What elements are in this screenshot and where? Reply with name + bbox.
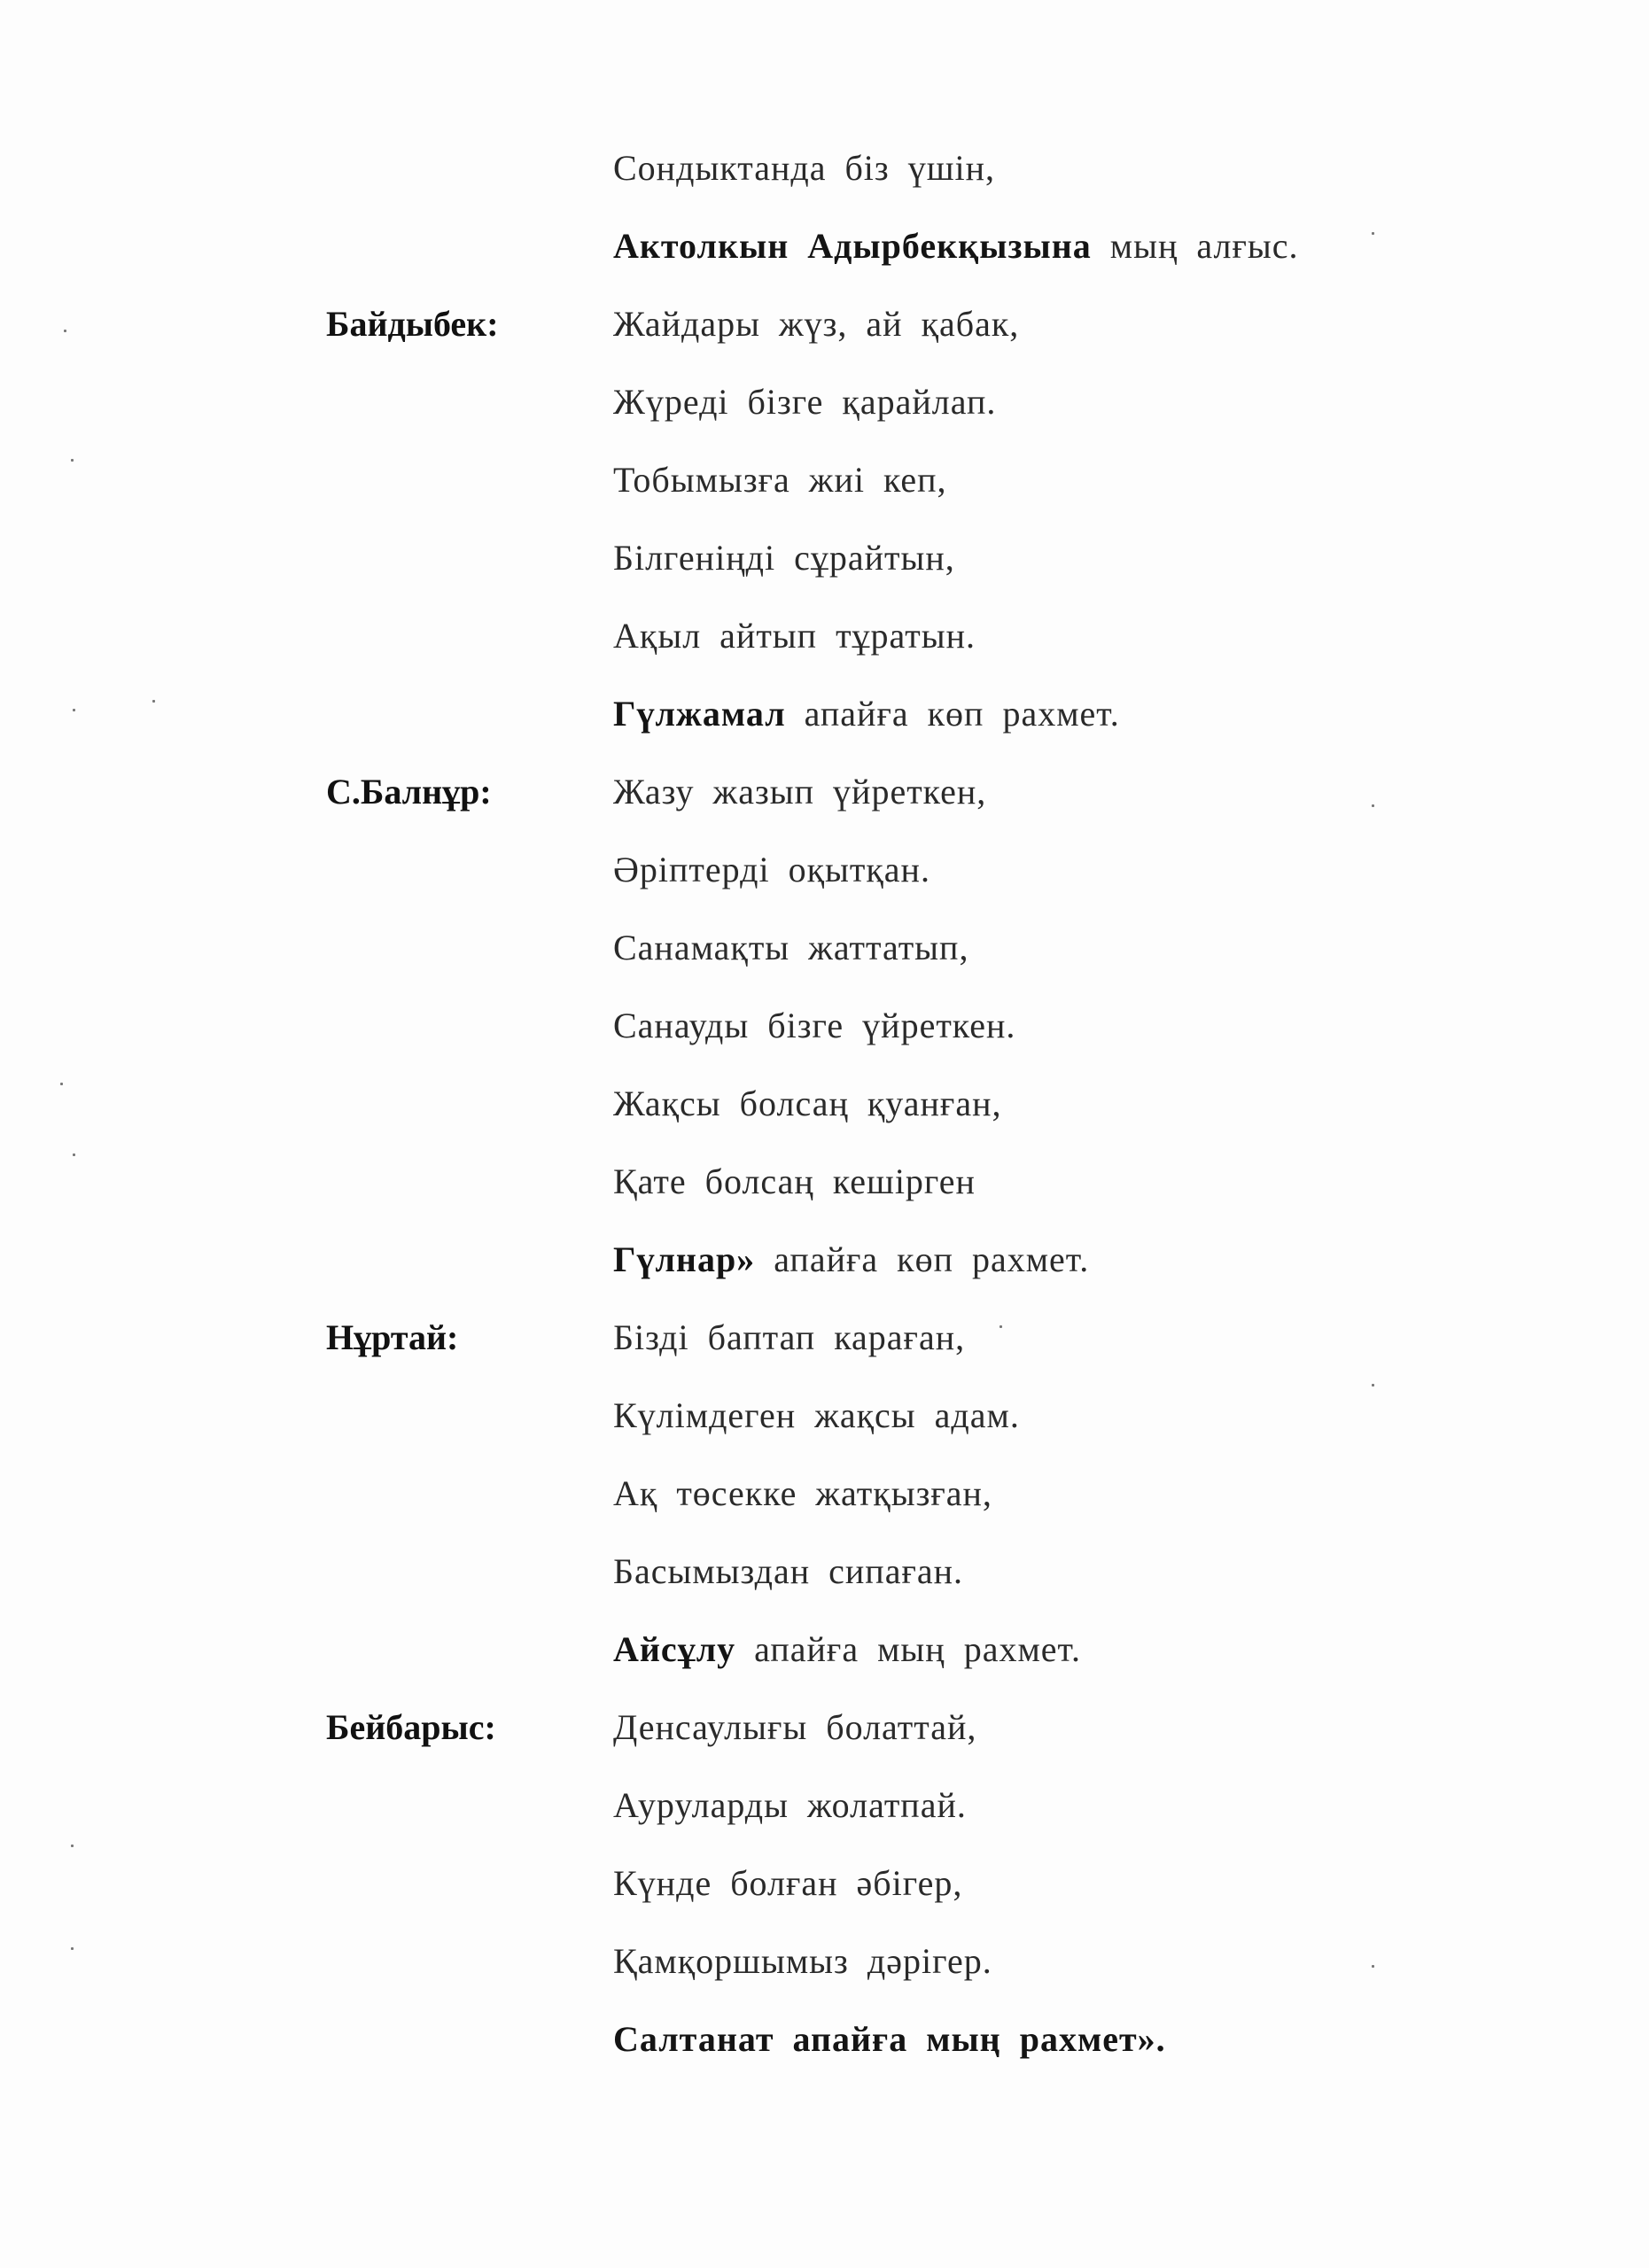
verse-line: Жүреді бізге қарайлап. [613, 382, 997, 422]
thanks-line [613, 693, 1120, 735]
scan-speck [1372, 1384, 1374, 1386]
verse-line: Ауруларды жолатпай. [613, 1785, 967, 1825]
scan-speck [71, 1845, 74, 1847]
scan-speck [64, 330, 66, 332]
verse-line: Тобымызға жиі кеп, [613, 460, 947, 500]
thanks-text: апайға көп рахмет. [755, 1239, 1090, 1279]
speaker-name: Бейбарыс: [326, 1707, 496, 1747]
verse-line: Ақыл айтып тұратын. [613, 616, 976, 656]
verse-line: Ақ төсекке жатқызған, [613, 1473, 992, 1513]
teacher-name: Гүлжамал [613, 694, 786, 734]
scan-speck [1000, 1325, 1002, 1328]
teacher-name: Гүлнар» [613, 1239, 756, 1279]
verse-line: Басымыздан сипаған. [613, 1551, 964, 1591]
thanks-text: апайға көп рахмет. [785, 694, 1120, 734]
scan-speck [60, 1083, 63, 1085]
scan-speck [71, 459, 74, 462]
verse-line: Санауды бізге үйреткен. [613, 1006, 1016, 1045]
verse-line: Әріптерді оқытқан. [613, 850, 930, 889]
scan-speck [1372, 804, 1374, 807]
scan-speck [152, 700, 155, 703]
verse-line: Санамақты жаттатып, [613, 928, 969, 967]
speaker-name: Нұртай: [326, 1317, 459, 1357]
thanks-text: мың алғыс. [1091, 226, 1299, 266]
intro-thanks-line [613, 225, 1299, 268]
teacher-name: Салтанат апайға мың рахмет». [613, 2019, 1166, 2059]
verse-line: Қате болсаң кешірген [613, 1161, 976, 1201]
scan-speck [73, 1153, 75, 1156]
thanks-text: апайға мың рахмет. [735, 1629, 1081, 1669]
scan-speck [73, 709, 75, 711]
verse-line: Күлімдеген жақсы адам. [613, 1395, 1020, 1435]
verse-line: Бізді баптап караған, [613, 1317, 966, 1357]
verse-line: Күнде болған әбігер, [613, 1863, 963, 1903]
thanks-line [613, 1239, 1089, 1281]
verse-line: Жайдары жүз, ай қабак, [613, 304, 1020, 344]
verse-line: Денсаулығы болаттай, [613, 1707, 977, 1747]
verse-line: Жазу жазып үйреткен, [613, 772, 987, 812]
verse-line: Қамқоршымыз дәрігер. [613, 1941, 992, 1981]
verse-line: Білгеніңді сұрайтын, [613, 538, 955, 578]
speaker-name: С.Балнұр: [326, 772, 492, 812]
scan-speck [1372, 1965, 1374, 1968]
teacher-name: Айсұлу [613, 1629, 736, 1669]
teacher-name: Актолкын Адырбекқызына [613, 226, 1092, 266]
speaker-name: Байдыбек: [326, 304, 499, 344]
scan-speck [1372, 232, 1374, 235]
scan-speck [71, 1947, 74, 1950]
thanks-line [613, 2018, 1166, 2061]
thanks-line [613, 1628, 1081, 1671]
verse-line: Жақсы болсаң қуанған, [613, 1084, 1002, 1123]
intro-line: Сондыктанда біз үшін, [613, 148, 996, 188]
